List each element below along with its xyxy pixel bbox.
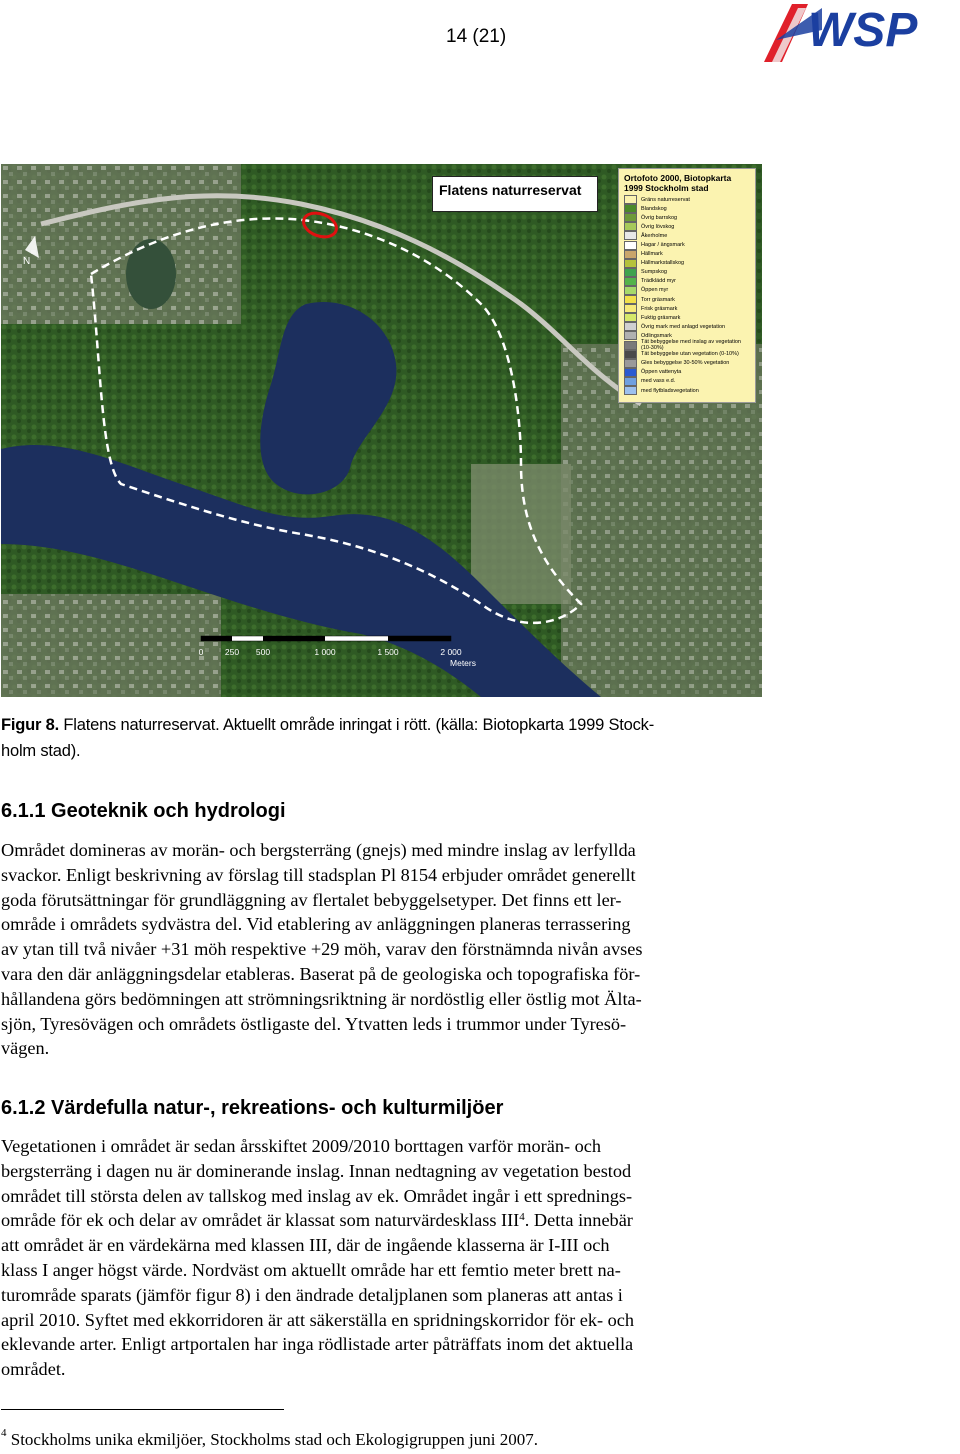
legend-label: Torr gräsmark <box>641 296 675 303</box>
legend-swatch <box>624 313 637 322</box>
legend-label: Övrig barrskog <box>641 214 678 221</box>
text-line: område i områdets sydvästra del. Vid etablering av anläggningen planeras terrassering <box>1 914 631 935</box>
svg-text:N: N <box>23 256 31 267</box>
text-line: eklevande arter. Enligt artportalen har inga rödlistade arter påträffats inom det aktuella <box>1 1334 634 1355</box>
legend-item <box>624 350 751 359</box>
legend-item <box>624 213 751 222</box>
legend-label: Hällmarkstallskog <box>641 260 685 267</box>
text-line: turområde sparats (jämför figur 8) i den ändrade detaljplanen som planeras att antas i <box>1 1284 623 1305</box>
legend-label: Tät bebyggelse utan vegetation (0-10%) <box>641 351 739 358</box>
text-line: hållandena görs bedömningen att strömningsriktning är nordöstlig eller östlig mot Älta- <box>1 988 642 1009</box>
wsp-logo <box>762 0 960 66</box>
legend-swatch <box>624 241 637 250</box>
legend-item <box>624 250 751 259</box>
legend-label: Odlingsmark <box>641 332 672 339</box>
legend-swatch <box>624 359 637 368</box>
legend-swatch <box>624 250 637 259</box>
scale-tick-label: 500 <box>255 647 271 657</box>
legend-item <box>624 240 751 249</box>
map-legend <box>618 168 756 403</box>
section-heading-vardefulla-miljoer: 6.1.2 Värdefulla natur-, rekreations- och kulturmiljöer <box>1 1097 504 1119</box>
text-line: av ytan till två nivåer +31 möh respektive +29 möh, varav den förstnämnda nivån avses <box>1 939 643 960</box>
legend-swatch <box>624 295 637 304</box>
text-line: svackor. Enligt beskrivning av förslag till stadsplan Pl 8154 erbjuder området generellt <box>1 864 636 885</box>
text-line: sjön, Tyresövägen och områdets östligaste del. Ytvatten leds i trummor under Tyresö- <box>1 1013 627 1034</box>
legend-swatch <box>624 368 637 377</box>
legend-swatch <box>624 204 637 213</box>
footnote-text: Stockholms unika ekmiljöer, Stockholms stad och Ekologigruppen juni 2007. <box>6 1430 538 1449</box>
legend-item <box>624 368 751 377</box>
scale-tick-label: 1 000 <box>314 647 336 657</box>
text-line: bergsterräng i dagen nu är dominerande inslag. Innan nedtagning av vegetation bestod <box>1 1160 632 1181</box>
legend-item <box>624 204 751 213</box>
text-line: Området domineras av morän- och bergsterräng (gnejs) med mindre inslag av lerfyllda <box>1 840 636 860</box>
text-line: området. <box>1 1359 66 1380</box>
map-title: Flatens naturreservat <box>432 176 598 212</box>
legend-label: Hällmark <box>641 251 663 258</box>
legend-swatch <box>624 331 637 340</box>
footnote-divider <box>1 1409 284 1410</box>
legend-item <box>624 295 751 304</box>
section-heading-geoteknik: 6.1.1 Geoteknik och hydrologi <box>1 800 286 822</box>
legend-item <box>624 322 751 331</box>
legend-swatch <box>624 213 637 222</box>
page-number: 14 (21) <box>446 26 507 47</box>
legend-label: Öppen myr <box>641 287 669 294</box>
text-line: april 2010. Syftet med ekkorridoren är att säkerställa en spridningskorridor för ek- och <box>1 1309 635 1330</box>
logo-text: WSP <box>808 4 918 57</box>
legend-label: Blandskog <box>641 205 667 212</box>
text-line: vägen. <box>1 1038 50 1059</box>
legend-swatch <box>624 222 637 231</box>
legend-item <box>624 359 751 368</box>
paragraph-geoteknik <box>1 838 761 1061</box>
text-line: vara den där anläggningsdelar etableras. Baserat på de geologiska och topografiska för- <box>1 963 641 984</box>
legend-item <box>624 341 751 350</box>
legend-item <box>624 231 751 240</box>
legend-label: Hagar / ängsmark <box>641 242 685 249</box>
legend-label: Åkerholme <box>641 232 668 239</box>
text-line: att området är en värdekärna med klassen III, där de ingående klasserna är I-III och <box>1 1235 610 1256</box>
legend-swatch <box>624 195 637 204</box>
legend-swatch <box>624 377 637 386</box>
legend-title: Ortofoto 2000, Biotopkarta 1999 Stockholm stad <box>624 173 732 193</box>
legend-item <box>624 268 751 277</box>
legend-swatch <box>624 277 637 286</box>
scale-bar <box>196 626 488 676</box>
legend-label: Tät bebyggelse med inslag av vegetation (10-30%) <box>641 339 741 352</box>
text-line: klass I anger högst värde. Nordväst om aktuellt område har ett femtio meter brett na- <box>1 1259 621 1280</box>
legend-label: med flytbladsvegetation <box>641 387 699 394</box>
legend-swatch <box>624 286 637 295</box>
legend-swatch <box>624 350 637 359</box>
text-line-with-footnote: område för ek och delar av området är klassat som naturvärdesklass III$^4$. Detta innebär <box>1 1210 633 1231</box>
footnote <box>1 1427 538 1450</box>
legend-label: Frisk gräsmark <box>641 305 678 312</box>
legend-label: Gles bebyggelse 30-50% vegetation <box>641 360 730 367</box>
legend-label: Övrig mark med anlagd vegetation <box>641 323 726 330</box>
footnote-number: 4 <box>1 1427 7 1439</box>
text-line: området till största delen av tallskog med inslag av ek. Området ingår i ett sprednings- <box>1 1185 633 1206</box>
legend-item <box>624 377 751 386</box>
figure-caption <box>1 712 761 764</box>
legend-item <box>624 313 751 322</box>
legend-item <box>624 304 751 313</box>
caption-text: Flatens naturreservat. Aktuellt område inringat i rött. (källa: Biotopkarta 1999 Stock- <box>59 716 655 734</box>
legend-swatch <box>624 304 637 313</box>
legend-label: Sumpskog <box>641 269 667 276</box>
legend-swatch <box>624 259 637 268</box>
legend-swatch <box>624 231 637 240</box>
scale-tick-label: 2 000 <box>440 647 462 657</box>
legend-label: Trädklädd myr <box>641 278 676 285</box>
legend-label: Gräns naturreservat <box>641 196 690 203</box>
scale-tick-label: 1 500 <box>377 647 399 657</box>
text-line: Vegetationen i området är sedan årsskiftet 2009/2010 borttagen varför morän- och <box>1 1136 602 1156</box>
scale-tick-label: 250 <box>224 647 240 657</box>
scale-tick-label: 0 <box>198 647 204 657</box>
legend-swatch <box>624 341 637 350</box>
legend-item <box>624 386 751 395</box>
legend-item <box>624 259 751 268</box>
scale-unit: Meters <box>450 658 476 668</box>
footnote-reference[interactable]: 4 <box>519 1211 525 1224</box>
legend-item <box>624 277 751 286</box>
legend-label: med vass e.d. <box>641 378 676 385</box>
legend-item <box>624 195 751 204</box>
legend-label: Öppen vattenyta <box>641 369 682 376</box>
text-line: goda förutsättningar för grundläggning av flertalet bebyggelsetyper. Det finns ett ler- <box>1 889 622 910</box>
caption-line2: holm stad). <box>1 742 81 760</box>
legend-label: Övrig lövskog <box>641 223 675 230</box>
paragraph-vardefulla-miljoer <box>1 1134 761 1382</box>
legend-item <box>624 222 751 231</box>
legend-label: Fuktig gräsmark <box>641 314 681 321</box>
caption-prefix: Figur 8. <box>1 716 59 734</box>
legend-swatch <box>624 322 637 331</box>
legend-item <box>624 286 751 295</box>
legend-swatch <box>624 386 637 395</box>
legend-swatch <box>624 268 637 277</box>
